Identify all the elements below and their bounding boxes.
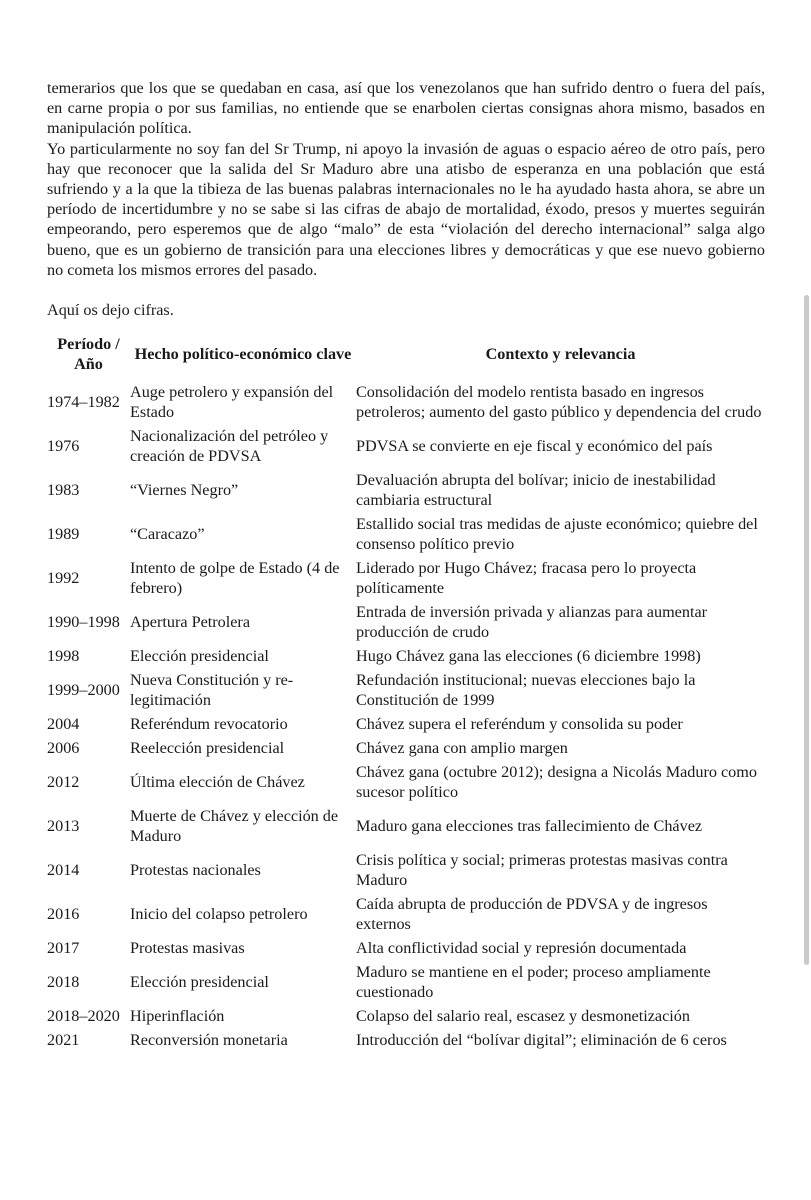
cell-periodo: 2004 bbox=[47, 715, 80, 734]
cell-contexto: Consolidación del modelo rentista basado en ingresos petroleros; aumento del gasto público y dependencia del crudo bbox=[356, 383, 762, 422]
cell-contexto: PDVSA se convierte en eje fiscal y económico del país bbox=[356, 437, 713, 456]
cell-contexto: Estallido social tras medidas de ajuste económico; quiebre del consenso político previo bbox=[356, 515, 758, 554]
cell-contexto: Caída abrupta de producción de PDVSA y de ingresos externos bbox=[356, 895, 708, 934]
cell-contexto: Devaluación abrupta del bolívar; inicio de inestabilidad cambiaria estructural bbox=[356, 471, 716, 510]
cell-contexto: Refundación institucional; nuevas elecciones bajo la Constitución de 1999 bbox=[356, 671, 696, 710]
table-row bbox=[47, 600, 765, 644]
cell-hecho: “Viernes Negro” bbox=[130, 481, 239, 500]
table-row bbox=[47, 848, 765, 892]
table-row bbox=[47, 960, 765, 1004]
cell-periodo: 2021 bbox=[47, 1031, 80, 1050]
cell-contexto: Liderado por Hugo Chávez; fracasa pero lo proyecta políticamente bbox=[356, 559, 697, 598]
table-row bbox=[47, 936, 765, 960]
cell-periodo: 1992 bbox=[47, 569, 80, 588]
cell-contexto: Introducción del “bolívar digital”; eliminación de 6 ceros bbox=[356, 1031, 727, 1050]
table-row bbox=[47, 804, 765, 848]
cell-contexto: Chávez gana con amplio margen bbox=[356, 739, 568, 758]
cell-periodo: 1974–1982 bbox=[47, 393, 120, 412]
cell-periodo: 1976 bbox=[47, 437, 80, 456]
cell-periodo: 1999–2000 bbox=[47, 681, 120, 700]
intro-text: Aquí os dejo cifras. bbox=[47, 301, 174, 320]
cell-contexto: Alta conflictividad social y represión documentada bbox=[356, 939, 687, 958]
cifras-table bbox=[47, 334, 765, 1052]
cell-hecho: Intento de golpe de Estado (4 de febrero) bbox=[130, 559, 340, 598]
cell-contexto: Entrada de inversión privada y alianzas para aumentar producción de crudo bbox=[356, 603, 708, 642]
table-row bbox=[47, 760, 765, 804]
cell-periodo: 1998 bbox=[47, 647, 80, 666]
cell-periodo: 2016 bbox=[47, 905, 80, 924]
cell-hecho: Referéndum revocatorio bbox=[130, 715, 288, 734]
table-row bbox=[47, 892, 765, 936]
scrollbar[interactable] bbox=[804, 295, 809, 965]
table-row bbox=[47, 424, 765, 468]
table-body bbox=[47, 380, 765, 1052]
table-row bbox=[47, 556, 765, 600]
cell-hecho: Auge petrolero y expansión del Estado bbox=[130, 383, 334, 422]
table-row bbox=[47, 736, 765, 760]
table-row bbox=[47, 380, 765, 424]
cell-contexto: Chávez supera el referéndum y consolida su poder bbox=[356, 715, 683, 734]
cell-periodo: 1983 bbox=[47, 481, 80, 500]
table-row bbox=[47, 512, 765, 556]
cell-hecho: Elección presidencial bbox=[130, 647, 269, 666]
cell-hecho: Muerte de Chávez y elección de Maduro bbox=[130, 807, 339, 846]
cell-hecho: Última elección de Chávez bbox=[130, 773, 305, 792]
cell-contexto: Chávez gana (octubre 2012); designa a Nicolás Maduro como sucesor político bbox=[356, 763, 757, 802]
header-hecho: Hecho político-económico clave bbox=[134, 345, 352, 364]
cell-hecho: Inicio del colapso petrolero bbox=[130, 905, 308, 924]
cell-hecho: Reelección presidencial bbox=[130, 739, 285, 758]
table-row bbox=[47, 644, 765, 668]
cell-hecho: Nueva Constitución y re-legitimación bbox=[130, 671, 294, 710]
cell-periodo: 2006 bbox=[47, 739, 80, 758]
cell-hecho: “Caracazo” bbox=[130, 525, 205, 544]
table-row bbox=[47, 712, 765, 736]
table-row bbox=[47, 468, 765, 512]
cell-hecho: Apertura Petrolera bbox=[130, 613, 250, 632]
cell-hecho: Reconversión monetaria bbox=[130, 1031, 288, 1050]
cell-contexto: Maduro se mantiene en el poder; proceso ampliamente cuestionado bbox=[356, 963, 711, 1002]
cell-periodo: 2014 bbox=[47, 861, 80, 880]
cell-contexto: Crisis política y social; primeras protestas masivas contra Maduro bbox=[356, 851, 728, 890]
cell-contexto: Maduro gana elecciones tras fallecimiento de Chávez bbox=[356, 817, 703, 836]
paragraph-1: temerarios que los que se quedaban en casa, así que los venezolanos que han sufrido dentro o fuera del país, en carne propia o por sus familias, no entiende que se enarbolen ciertas consignas ahora mismo, basados en manipulación política. bbox=[47, 79, 765, 138]
cell-periodo: 2013 bbox=[47, 817, 80, 836]
cell-periodo: 1990–1998 bbox=[47, 613, 120, 632]
cell-periodo: 2012 bbox=[47, 773, 80, 792]
cell-hecho: Elección presidencial bbox=[130, 973, 269, 992]
header-contexto: Contexto y relevancia bbox=[485, 345, 636, 364]
table-row bbox=[47, 668, 765, 712]
paragraph-2: Yo particularmente no soy fan del Sr Trump, ni apoyo la invasión de aguas o espacio aéreo de otro país, pero hay que reconocer que la salida del Sr Maduro abre una atisbo de esperanza en una población que está sufriendo y a la que la tibieza de las buenas palabras internacionales no le ha ayudado hasta ahora, se abre un período de incertidumbre y no se sabe si las cifras de abajo de mortalidad, éxodo, presos y muertes seguirán empeorando, pero esperemos que de algo “malo” de esta “violación del derecho internacional” salga algo bueno, que es un gobierno de transición para una elecciones libres y democráticas y que ese nuevo gobierno no cometa los mismos errores del pasado. bbox=[47, 139, 765, 279]
table-row bbox=[47, 1004, 765, 1028]
table-row bbox=[47, 1028, 765, 1052]
cell-hecho: Protestas nacionales bbox=[130, 861, 261, 880]
cell-contexto: Colapso del salario real, escasez y desmonetización bbox=[356, 1007, 690, 1026]
header-periodo: Período / Año bbox=[57, 335, 120, 374]
cell-hecho: Protestas masivas bbox=[130, 939, 245, 958]
document-body bbox=[47, 78, 765, 1052]
cell-hecho: Nacionalización del petróleo y creación de PDVSA bbox=[130, 427, 329, 466]
cell-contexto: Hugo Chávez gana las elecciones (6 diciembre 1998) bbox=[356, 647, 701, 666]
cell-periodo: 2018–2020 bbox=[47, 1007, 120, 1026]
cell-periodo: 2017 bbox=[47, 939, 80, 958]
cell-hecho: Hiperinflación bbox=[130, 1007, 225, 1026]
cell-periodo: 2018 bbox=[47, 973, 80, 992]
cell-periodo: 1989 bbox=[47, 525, 80, 544]
table-header-row bbox=[47, 334, 765, 380]
